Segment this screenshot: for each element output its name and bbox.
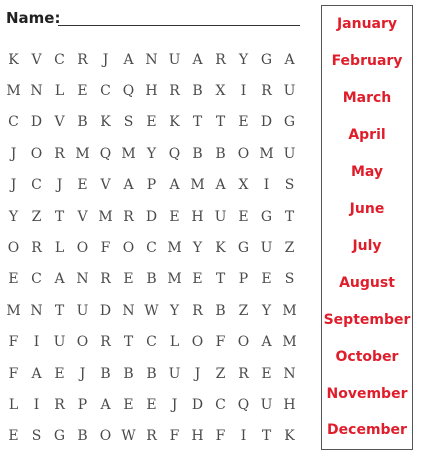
grid-letter: X bbox=[238, 177, 249, 194]
grid-letter: W bbox=[121, 428, 136, 445]
grid-letter: H bbox=[145, 83, 158, 100]
grid-letter: A bbox=[100, 396, 111, 413]
grid-letter: C bbox=[31, 271, 42, 288]
grid-letter: E bbox=[238, 114, 249, 131]
grid-letter: K bbox=[8, 51, 19, 68]
grid-letter: O bbox=[191, 334, 204, 351]
grid-letter: N bbox=[122, 302, 135, 319]
grid-letter: S bbox=[31, 428, 42, 445]
grid-letter: Y bbox=[192, 240, 203, 257]
grid-letter: E bbox=[169, 208, 180, 225]
grid-letter: B bbox=[192, 83, 203, 100]
grid-letter: D bbox=[30, 114, 43, 131]
grid-letter: E bbox=[146, 396, 157, 413]
grid-letter: N bbox=[145, 51, 158, 68]
grid-letter: D bbox=[191, 396, 204, 413]
grid-letter: H bbox=[191, 428, 204, 445]
grid-letter: M bbox=[167, 240, 182, 257]
grid-letter: Z bbox=[238, 302, 249, 319]
grid-letter: Q bbox=[99, 145, 112, 162]
grid-letter: A bbox=[192, 51, 203, 68]
grid-letter: R bbox=[238, 365, 249, 382]
word-list bbox=[321, 5, 413, 450]
grid-letter: J bbox=[171, 396, 178, 413]
grid-letter: J bbox=[79, 365, 86, 382]
grid-letter: O bbox=[7, 240, 20, 257]
grid-letter: C bbox=[146, 334, 157, 351]
grid-letter: B bbox=[100, 365, 111, 382]
grid-letter: U bbox=[260, 240, 273, 257]
word-june: June bbox=[349, 200, 385, 217]
grid-letter: R bbox=[169, 83, 180, 100]
grid-letter: E bbox=[8, 428, 19, 445]
grid-letter: N bbox=[283, 365, 296, 382]
grid-letter: U bbox=[168, 365, 181, 382]
word-january: January bbox=[336, 16, 398, 33]
word-july: July bbox=[352, 237, 382, 254]
grid-letter: U bbox=[283, 145, 296, 162]
grid-letter: J bbox=[10, 177, 17, 194]
grid-letter: R bbox=[261, 83, 272, 100]
grid-letter: D bbox=[145, 208, 158, 225]
grid-letter: O bbox=[99, 428, 112, 445]
grid-letter: N bbox=[30, 83, 43, 100]
word-november: November bbox=[326, 385, 408, 402]
grid-letter: R bbox=[146, 428, 157, 445]
grid-letter: X bbox=[215, 83, 226, 100]
grid-letter: C bbox=[31, 177, 42, 194]
grid-letter: Q bbox=[168, 145, 181, 162]
grid-letter: A bbox=[123, 177, 134, 194]
grid-letter: Z bbox=[215, 365, 226, 382]
grid-letter: R bbox=[77, 51, 88, 68]
grid-letter: M bbox=[259, 145, 274, 162]
grid-letter: B bbox=[192, 145, 203, 162]
grid-letter: D bbox=[260, 114, 273, 131]
grid-letter: M bbox=[6, 302, 21, 319]
grid-letter: C bbox=[100, 83, 111, 100]
grid-letter: N bbox=[76, 271, 89, 288]
word-march: March bbox=[342, 90, 392, 107]
grid-letter: Y bbox=[8, 208, 19, 225]
grid-letter: J bbox=[102, 51, 109, 68]
grid-letter: E bbox=[146, 114, 157, 131]
grid-letter: E bbox=[261, 271, 272, 288]
grid-letter: T bbox=[54, 208, 65, 225]
grid-letter: C bbox=[146, 240, 157, 257]
grid-letter: R bbox=[54, 396, 65, 413]
grid-letter: G bbox=[260, 51, 273, 68]
grid-letter: M bbox=[98, 208, 113, 225]
grid-letter: U bbox=[53, 334, 66, 351]
grid-letter: R bbox=[54, 145, 65, 162]
grid-letter: B bbox=[215, 145, 226, 162]
grid-letter: Y bbox=[146, 145, 157, 162]
grid-letter: U bbox=[214, 208, 227, 225]
grid-letter: P bbox=[77, 396, 88, 413]
grid-letter: D bbox=[99, 302, 112, 319]
grid-letter: F bbox=[169, 428, 180, 445]
grid-letter: W bbox=[144, 302, 159, 319]
grid-letter: Z bbox=[284, 240, 295, 257]
name-write-line bbox=[58, 25, 300, 26]
grid-letter: A bbox=[169, 177, 180, 194]
grid-letter: V bbox=[54, 114, 65, 131]
grid-letter: J bbox=[10, 145, 17, 162]
grid-letter: E bbox=[192, 271, 203, 288]
word-october: October bbox=[335, 348, 399, 365]
grid-letter: Y bbox=[261, 302, 272, 319]
grid-letter: I bbox=[263, 177, 270, 194]
grid-letter: U bbox=[283, 83, 296, 100]
grid-letter: V bbox=[100, 177, 111, 194]
grid-letter: L bbox=[54, 83, 65, 100]
grid-letter: B bbox=[146, 365, 157, 382]
grid-letter: R bbox=[123, 208, 134, 225]
name-field-row bbox=[6, 6, 300, 32]
grid-letter: O bbox=[122, 240, 135, 257]
grid-letter: B bbox=[77, 428, 88, 445]
grid-letter: K bbox=[100, 114, 111, 131]
grid-letter: M bbox=[167, 271, 182, 288]
grid-letter: S bbox=[284, 177, 295, 194]
grid-letter: B bbox=[146, 271, 157, 288]
grid-letter: E bbox=[238, 208, 249, 225]
grid-letter: U bbox=[168, 51, 181, 68]
grid-letter: C bbox=[8, 114, 19, 131]
grid-letter: T bbox=[123, 334, 134, 351]
letter-grid bbox=[2, 44, 302, 452]
grid-letter: G bbox=[283, 114, 296, 131]
grid-letter: L bbox=[8, 396, 19, 413]
grid-letter: L bbox=[54, 240, 65, 257]
grid-letter: E bbox=[261, 365, 272, 382]
grid-letter: N bbox=[30, 302, 43, 319]
grid-letter: V bbox=[31, 51, 42, 68]
grid-letter: R bbox=[215, 51, 226, 68]
grid-letter: O bbox=[237, 334, 250, 351]
grid-letter: E bbox=[123, 271, 134, 288]
grid-letter: C bbox=[54, 51, 65, 68]
grid-letter: O bbox=[30, 145, 43, 162]
grid-letter: A bbox=[31, 365, 42, 382]
grid-letter: M bbox=[282, 302, 297, 319]
grid-letter: A bbox=[261, 334, 272, 351]
grid-letter: M bbox=[6, 83, 21, 100]
grid-letter: H bbox=[283, 396, 296, 413]
grid-letter: A bbox=[123, 51, 134, 68]
grid-letter: Y bbox=[238, 51, 249, 68]
grid-letter: T bbox=[261, 428, 272, 445]
grid-letter: M bbox=[121, 145, 136, 162]
grid-letter: M bbox=[190, 177, 205, 194]
word-august: August bbox=[339, 274, 395, 291]
word-september: September bbox=[323, 311, 411, 328]
grid-letter: T bbox=[215, 114, 226, 131]
grid-letter: K bbox=[284, 428, 295, 445]
grid-letter: U bbox=[260, 396, 273, 413]
grid-letter: B bbox=[123, 365, 134, 382]
word-february: February bbox=[331, 53, 403, 70]
grid-letter: F bbox=[100, 240, 111, 257]
grid-letter: S bbox=[123, 114, 134, 131]
grid-letter: I bbox=[33, 334, 40, 351]
word-april: April bbox=[348, 127, 386, 144]
grid-letter: I bbox=[240, 428, 247, 445]
grid-letter: Q bbox=[237, 396, 250, 413]
grid-letter: I bbox=[240, 83, 247, 100]
grid-letter: E bbox=[8, 271, 19, 288]
grid-letter: Z bbox=[31, 208, 42, 225]
grid-letter: Y bbox=[169, 302, 180, 319]
grid-letter: T bbox=[215, 271, 226, 288]
grid-letter: C bbox=[215, 396, 226, 413]
grid-letter: B bbox=[77, 114, 88, 131]
grid-letter: F bbox=[215, 428, 226, 445]
grid-letter: G bbox=[53, 428, 66, 445]
grid-letter: O bbox=[237, 145, 250, 162]
grid-letter: R bbox=[100, 271, 111, 288]
grid-letter: B bbox=[215, 302, 226, 319]
grid-letter: T bbox=[54, 302, 65, 319]
grid-letter: M bbox=[282, 334, 297, 351]
grid-letter: E bbox=[77, 83, 88, 100]
grid-letter: F bbox=[215, 334, 226, 351]
grid-letter: A bbox=[215, 177, 226, 194]
grid-letter: E bbox=[77, 177, 88, 194]
grid-letter: O bbox=[76, 334, 89, 351]
grid-letter: K bbox=[169, 114, 180, 131]
grid-letter: R bbox=[100, 334, 111, 351]
grid-letter: U bbox=[76, 302, 89, 319]
grid-letter: R bbox=[31, 240, 42, 257]
grid-letter: F bbox=[8, 365, 19, 382]
grid-letter: J bbox=[194, 365, 201, 382]
grid-letter: H bbox=[191, 208, 204, 225]
grid-letter: E bbox=[54, 365, 65, 382]
grid-letter: A bbox=[284, 51, 295, 68]
word-may: May bbox=[350, 164, 384, 181]
grid-letter: I bbox=[33, 396, 40, 413]
name-label: Name: bbox=[6, 9, 61, 27]
grid-letter: M bbox=[75, 145, 90, 162]
grid-letter: O bbox=[76, 240, 89, 257]
word-december: December bbox=[327, 422, 407, 439]
grid-letter: P bbox=[238, 271, 249, 288]
grid-letter: T bbox=[192, 114, 203, 131]
grid-letter: R bbox=[192, 302, 203, 319]
grid-letter: E bbox=[123, 396, 134, 413]
grid-letter: S bbox=[284, 271, 295, 288]
grid-letter: P bbox=[146, 177, 157, 194]
grid-letter: Q bbox=[122, 83, 135, 100]
grid-letter: F bbox=[8, 334, 19, 351]
grid-letter: L bbox=[169, 334, 180, 351]
grid-letter: K bbox=[215, 240, 226, 257]
grid-letter: V bbox=[77, 208, 88, 225]
grid-letter: A bbox=[54, 271, 65, 288]
grid-letter: G bbox=[237, 240, 250, 257]
grid-letter: J bbox=[56, 177, 63, 194]
grid-letter: G bbox=[260, 208, 273, 225]
grid-letter: T bbox=[284, 208, 295, 225]
